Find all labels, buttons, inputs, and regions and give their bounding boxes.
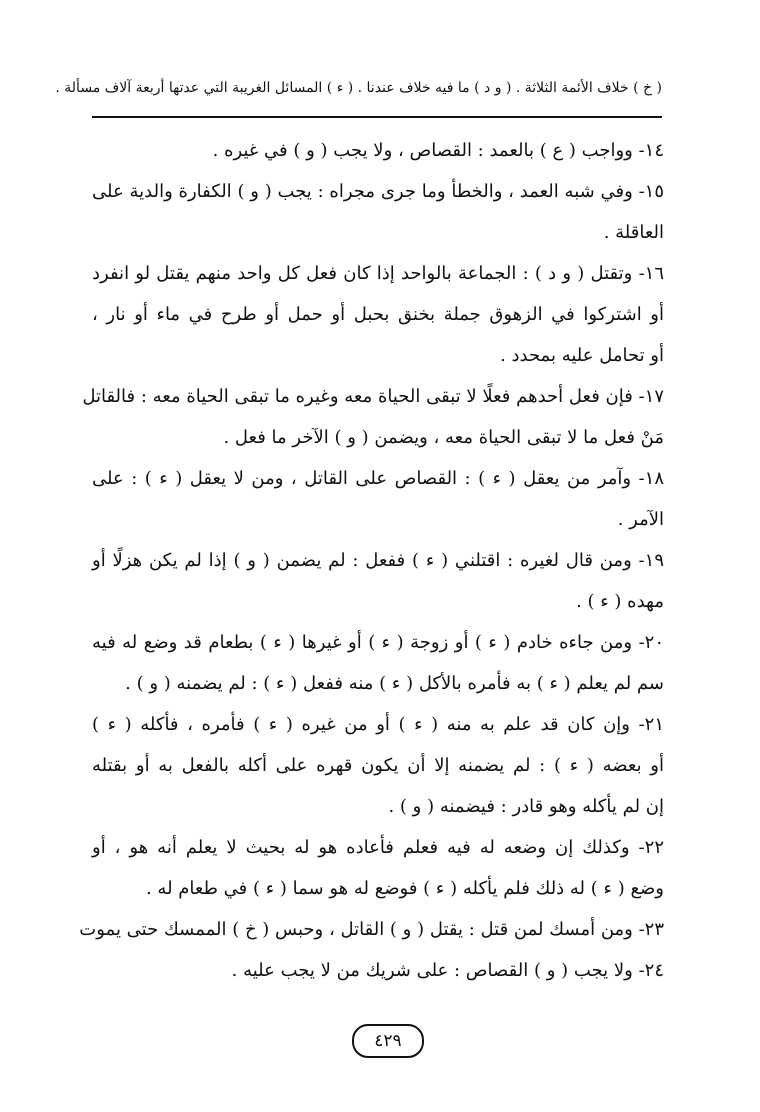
text-line: إن لم يأكله وهو قادر : فيضمنه ( و ) . xyxy=(388,796,664,817)
text-line: مهده ( ء ) . xyxy=(576,591,664,612)
paragraph-22 xyxy=(92,827,664,909)
paragraph-18 xyxy=(92,458,664,540)
text-line: ٢٤- ولا يجب ( و ) القصاص : على شريك من لا يجب عليه . xyxy=(231,960,664,981)
text-line: ١٩- ومن قال لغيره : اقتلني ( ء ) ففعل : لم يضمن ( و ) إذا لم يكن هزلًا أو xyxy=(92,550,664,571)
paragraph-14 xyxy=(92,130,664,171)
header-divider xyxy=(92,116,662,118)
paragraph-15 xyxy=(92,171,664,253)
paragraph-16 xyxy=(92,253,664,376)
text-line: العاقلة . xyxy=(603,222,664,243)
paragraph-20 xyxy=(92,622,664,704)
page-body xyxy=(79,130,664,991)
text-line: ٢٣- ومن أمسك لمن قتل : يقتل ( و ) القاتل ، وحبس ( خ ) الممسك حتى يموت xyxy=(79,919,664,940)
text-line: ١٤- وواجب ( ع ) بالعمد : القصاص ، ولا يجب ( و ) في غيره . xyxy=(212,140,664,161)
paragraph-24 xyxy=(92,950,664,991)
text-line: ١٦- وتقتل ( و د ) : الجماعة بالواحد إذا كان فعل كل واحد منهم يقتل لو انفرد xyxy=(92,263,664,284)
text-line: الآمر . xyxy=(617,509,664,530)
text-line: أو اشتركوا في الزهوق جملة بخنق بحبل أو حمل أو طرح في ماء أو نار ، xyxy=(92,304,664,325)
text-line: ١٨- وآمر من يعقل ( ء ) : القصاص على القاتل ، ومن لا يعقل ( ء ) : على xyxy=(92,468,664,489)
page-number-badge: ٤٢٩ xyxy=(352,1024,424,1058)
text-line: ١٥- وفي شبه العمد ، والخطأ وما جرى مجراه : يجب ( و ) الكفارة والدية على xyxy=(92,181,664,202)
paragraph-19 xyxy=(92,540,664,622)
text-line: ٢٠- ومن جاءه خادم ( ء ) أو زوجة ( ء ) أو غيرها ( ء ) بطعام قد وضع له فيه xyxy=(92,632,664,653)
text-line: سم لم يعلم ( ء ) به فأمره بالأكل ( ء ) منه ففعل ( ء ) : لم يضمنه ( و ) . xyxy=(125,673,664,694)
text-line: ٢٢- وكذلك إن وضعه له فيه فعلم فأعاده هو له بحيث لا يعلم أنه هو ، أو xyxy=(92,837,664,858)
running-header: ( خ ) خلاف الأئمة الثلاثة . ( و د ) ما فيه خلاف عندنا . ( ء ) المسائل الغريبة التي عدتها أربعة آلاف مسألة . xyxy=(55,80,662,96)
text-line: ١٧- فإن فعل أحدهم فعلًا لا تبقى الحياة معه وغيره ما تبقى الحياة معه : فالقاتل xyxy=(82,386,664,407)
paragraph-21 xyxy=(92,704,664,827)
paragraph-17 xyxy=(82,376,664,458)
text-line: مَنْ فعل ما لا تبقى الحياة معه ، ويضمن ( و ) الآخر ما فعل . xyxy=(223,427,664,448)
text-line: أو تحامل عليه بمحدد . xyxy=(500,345,664,366)
paragraph-23 xyxy=(79,909,664,950)
text-line: وضع ( ء ) له ذلك فلم يأكله ( ء ) فوضع له هو سما ( ء ) في طعام له . xyxy=(145,878,664,899)
text-line: أو بعضه ( ء ) : لم يضمنه إلا أن يكون قهره على أكله بالفعل به أو بقتله xyxy=(92,755,664,776)
text-line: ٢١- وإن كان قد علم به منه ( ء ) أو من غيره ( ء ) فأمره ، فأكله ( ء ) xyxy=(92,714,664,735)
